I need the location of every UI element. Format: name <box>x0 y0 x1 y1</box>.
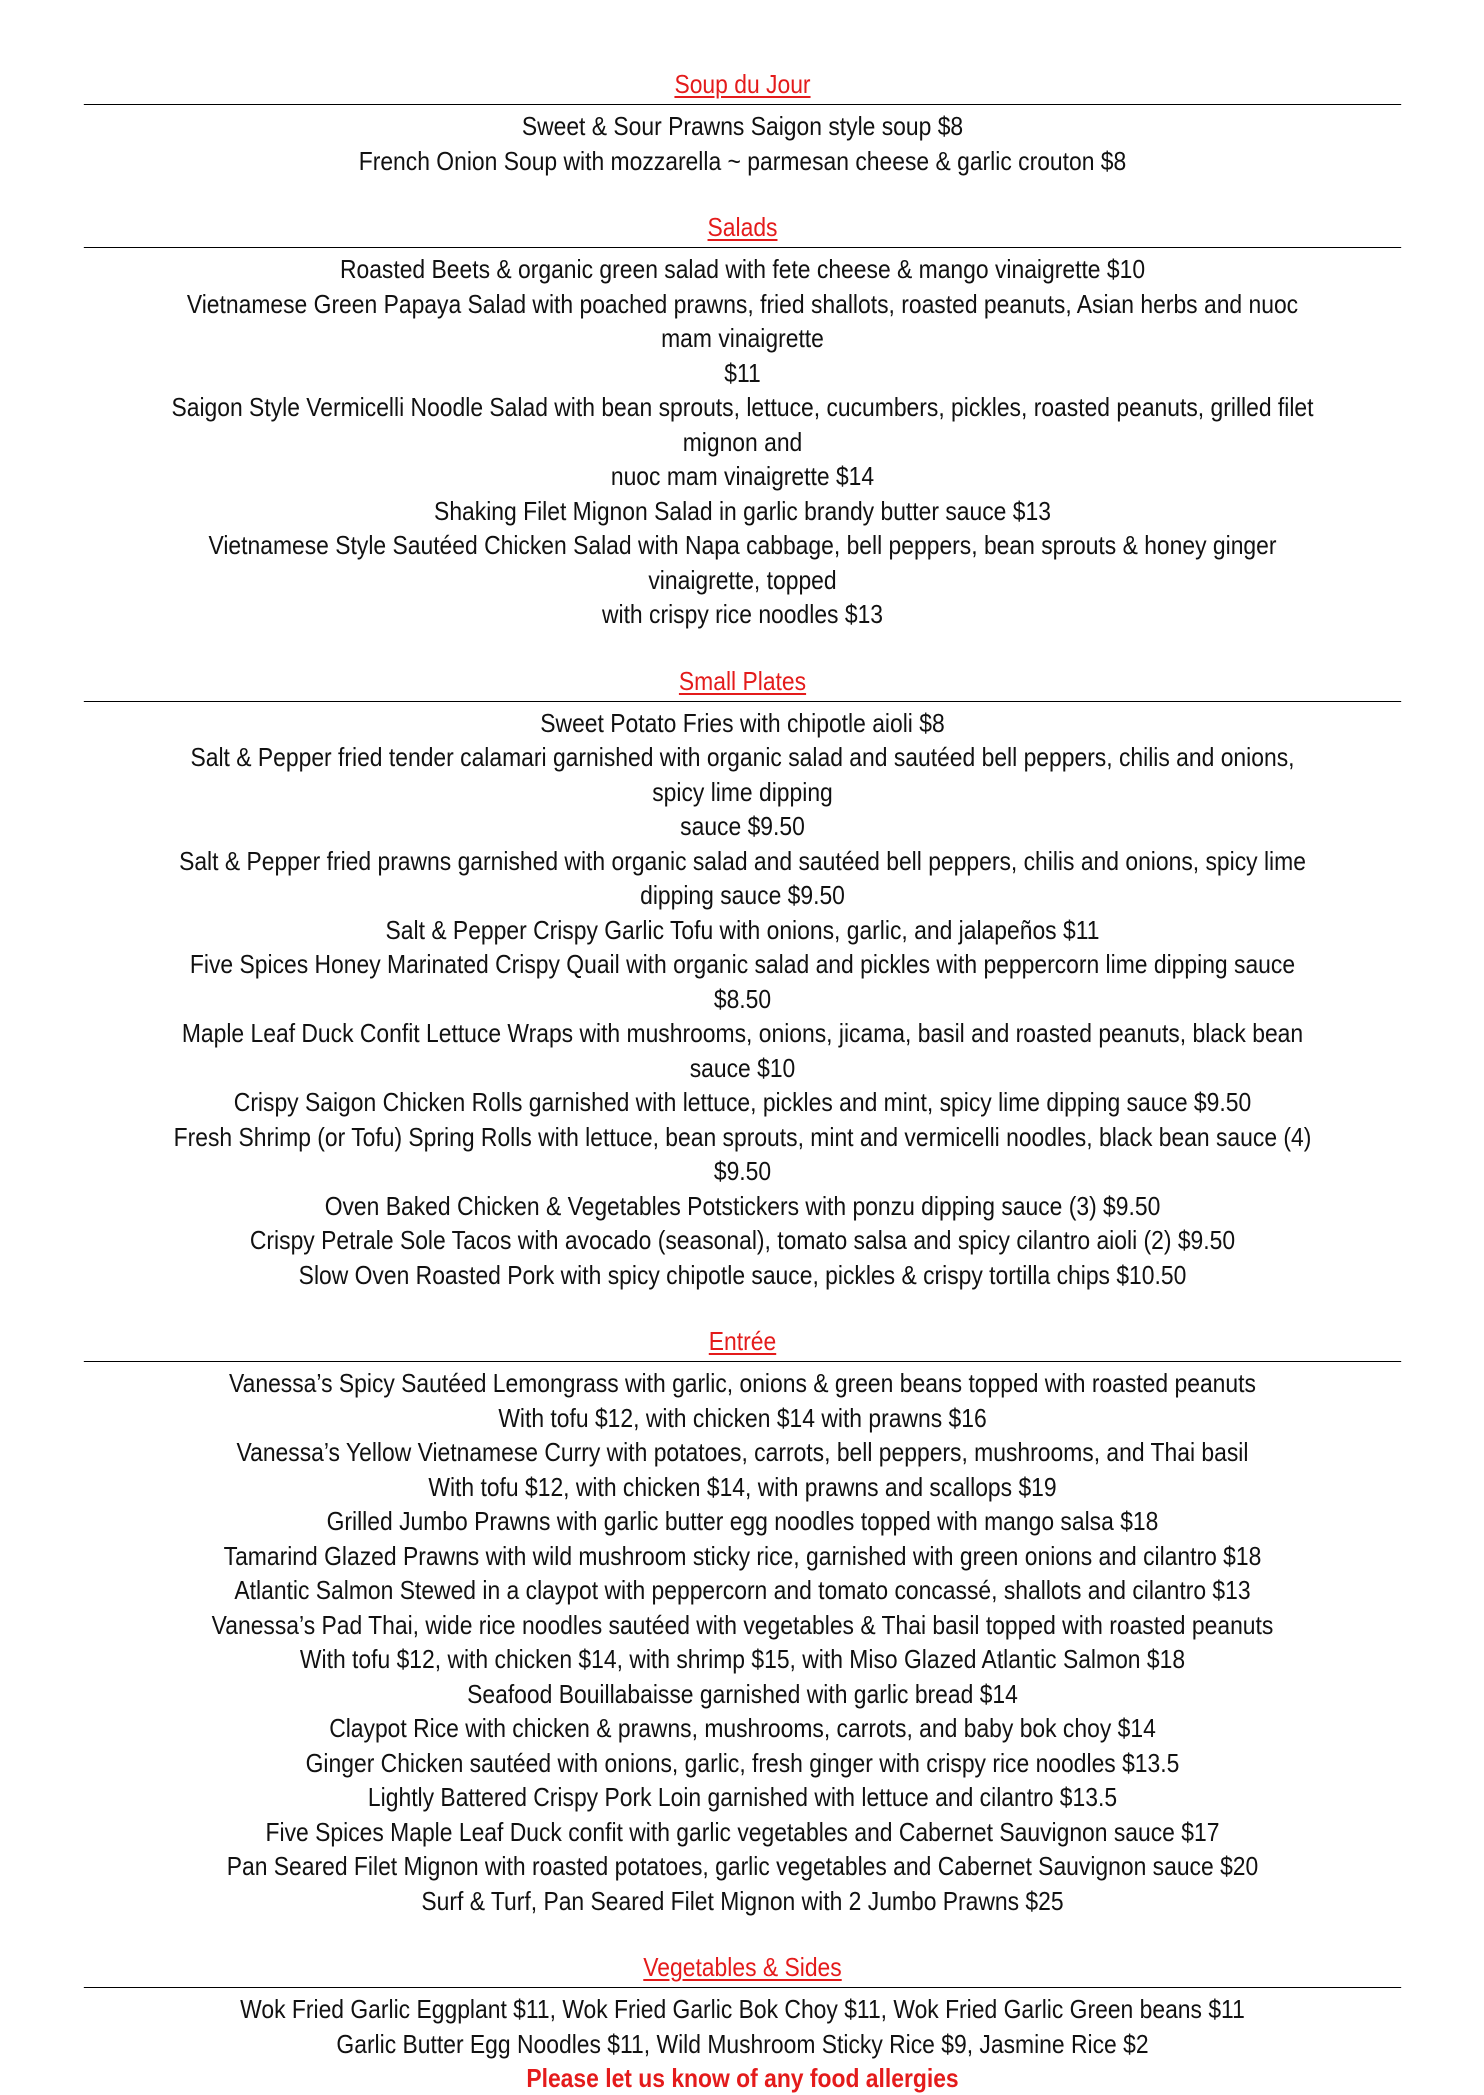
section-title: Entrée <box>708 1326 777 1356</box>
menu-item: Seafood Bouillabaisse garnished with garlic bread $14 <box>467 1678 1018 1709</box>
menu-item: Roasted Beets & organic green salad with fete cheese & mango vinaigrette $10 <box>339 254 1146 284</box>
menu-item: Salt & Pepper fried prawns garnished with organic salad and sautéed bell peppers, chilis and onions, spicy lime <box>179 845 1306 876</box>
menu-section <box>163 68 1322 178</box>
menu-item: Saigon Style Vermicelli Noodle Salad with bean sprouts, lettuce, cucumbers, pickles, roasted peanuts, grilled filet mignon and <box>171 392 1314 457</box>
section-title: Vegetables & Sides <box>643 1952 842 1982</box>
section-title: Soup du Jour <box>674 69 811 99</box>
menu-item: Salt & Pepper Crispy Garlic Tofu with onions, garlic, and jalapeños $11 <box>385 914 1100 945</box>
menu-item: nuoc mam vinaigrette $14 <box>610 461 875 491</box>
menu-item: Pan Seared Filet Mignon with roasted potatoes, garlic vegetables and Cabernet Sauvignon sauce $20 <box>226 1851 1259 1881</box>
menu-item: Vanessa’s Pad Thai, wide rice noodles sautéed with vegetables & Thai basil topped with roasted peanuts <box>211 1609 1274 1640</box>
menu-item: Wok Fried Garlic Eggplant $11, Wok Fried Garlic Bok Choy $11, Wok Fried Garlic Green beans $11 <box>240 1994 1245 2024</box>
menu-item: Surf & Turf, Pan Seared Filet Mignon with 2 Jumbo Prawns $25 <box>421 1885 1064 1916</box>
section-divider <box>84 104 1401 105</box>
menu-section <box>163 211 1322 632</box>
menu-item: Vanessa’s Yellow Vietnamese Curry with potatoes, carrots, bell peppers, mushrooms, and Thai basil <box>236 1437 1249 1467</box>
menu-item: Vietnamese Style Sautéed Chicken Salad with Napa cabbage, bell peppers, bean sprouts & honey ginger vinaigrette, topped <box>208 530 1277 595</box>
menu-item: With tofu $12, with chicken $14 with prawns $16 <box>498 1402 987 1433</box>
section-title: Salads <box>707 212 778 242</box>
menu-item: French Onion Soup with mozzarella ~ parmesan cheese & garlic crouton $8 <box>358 145 1127 176</box>
menu-item: dipping sauce $9.50 <box>640 880 845 910</box>
menu-section <box>163 665 1322 1293</box>
menu-item: Crispy Petrale Sole Tacos with avocado (seasonal), tomato salsa and spicy cilantro aioli (2) $9.50 <box>249 1225 1236 1255</box>
menu-item: Claypot Rice with chicken & prawns, mushrooms, carrots, and baby bok choy $14 <box>329 1713 1156 1743</box>
menu-item: Lightly Battered Crispy Pork Loin garnished with lettuce and cilantro $13.5 <box>367 1782 1118 1812</box>
menu-item: With tofu $12, with chicken $14, with prawns and scallops $19 <box>428 1471 1057 1502</box>
section-divider <box>84 1361 1401 1362</box>
menu-page <box>163 68 1322 2095</box>
menu-item: Ginger Chicken sautéed with onions, garlic, fresh ginger with crispy rice noodles $13.5 <box>305 1747 1180 1778</box>
menu-item: Tamarind Glazed Prawns with wild mushroom sticky rice, garnished with green onions and cilantro $18 <box>223 1540 1262 1571</box>
menu-item: Crispy Saigon Chicken Rolls garnished with lettuce, pickles and mint, spicy lime dipping sauce $9.50 <box>233 1087 1252 1117</box>
menu-item: Fresh Shrimp (or Tofu) Spring Rolls with lettuce, bean sprouts, mint and vermicelli noodles, black bean sauce (4) $9.50 <box>173 1121 1312 1186</box>
menu-item: With tofu $12, with chicken $14, with shrimp $15, with Miso Glazed Atlantic Salmon $18 <box>299 1644 1186 1674</box>
menu-item: Five Spices Honey Marinated Crispy Quail with organic salad and pickles with peppercorn lime dipping sauce $8.50 <box>189 949 1296 1014</box>
menu-item: Sweet & Sour Prawns Saigon style soup $8 <box>521 111 964 141</box>
menu-item: Oven Baked Chicken & Vegetables Potstickers with ponzu dipping sauce (3) $9.50 <box>324 1190 1161 1221</box>
section-divider <box>84 1987 1401 1988</box>
menu-item: Shaking Filet Mignon Salad in garlic brandy butter sauce $13 <box>434 495 1051 526</box>
section-divider <box>84 247 1401 248</box>
menu-item: Maple Leaf Duck Confit Lettuce Wraps with mushrooms, onions, jicama, basil and roasted peanuts, black bean sauce $10 <box>181 1018 1304 1083</box>
menu-item: with crispy rice noodles $13 <box>601 599 884 629</box>
menu-item: Vietnamese Green Papaya Salad with poached prawns, fried shallots, roasted peanuts, Asian herbs and nuoc mam vinaigrette <box>186 288 1299 353</box>
menu-section <box>163 1325 1322 1918</box>
menu-item: Vanessa’s Spicy Sautéed Lemongrass with garlic, onions & green beans topped with roasted peanuts <box>229 1368 1256 1398</box>
menu-item: Atlantic Salmon Stewed in a claypot with peppercorn and tomato concassé, shallots and cilantro $13 <box>234 1575 1251 1605</box>
menu-sections <box>163 68 1322 2061</box>
section-divider <box>84 701 1401 702</box>
menu-item: $11 <box>724 357 761 388</box>
menu-item: Garlic Butter Egg Noodles $11, Wild Mushroom Sticky Rice $9, Jasmine Rice $2 <box>336 2028 1149 2059</box>
section-title: Small Plates <box>678 665 807 696</box>
menu-section <box>163 1951 1322 2061</box>
menu-item: Slow Oven Roasted Pork with spicy chipotle sauce, pickles & crispy tortilla chips $10.50 <box>298 1259 1187 1290</box>
allergy-notice: Please let us know of any food allergies <box>526 2063 959 2093</box>
menu-item: Salt & Pepper fried tender calamari garnished with organic salad and sautéed bell peppers, chilis and onions, spicy lime dipping <box>190 742 1295 807</box>
menu-item: Sweet Potato Fries with chipotle aioli $8 <box>540 707 945 738</box>
menu-item: Grilled Jumbo Prawns with garlic butter egg noodles topped with mango salsa $18 <box>326 1506 1159 1536</box>
menu-item: sauce $9.50 <box>680 811 805 841</box>
menu-item: Five Spices Maple Leaf Duck confit with garlic vegetables and Cabernet Sauvignon sauce $17 <box>265 1816 1220 1847</box>
